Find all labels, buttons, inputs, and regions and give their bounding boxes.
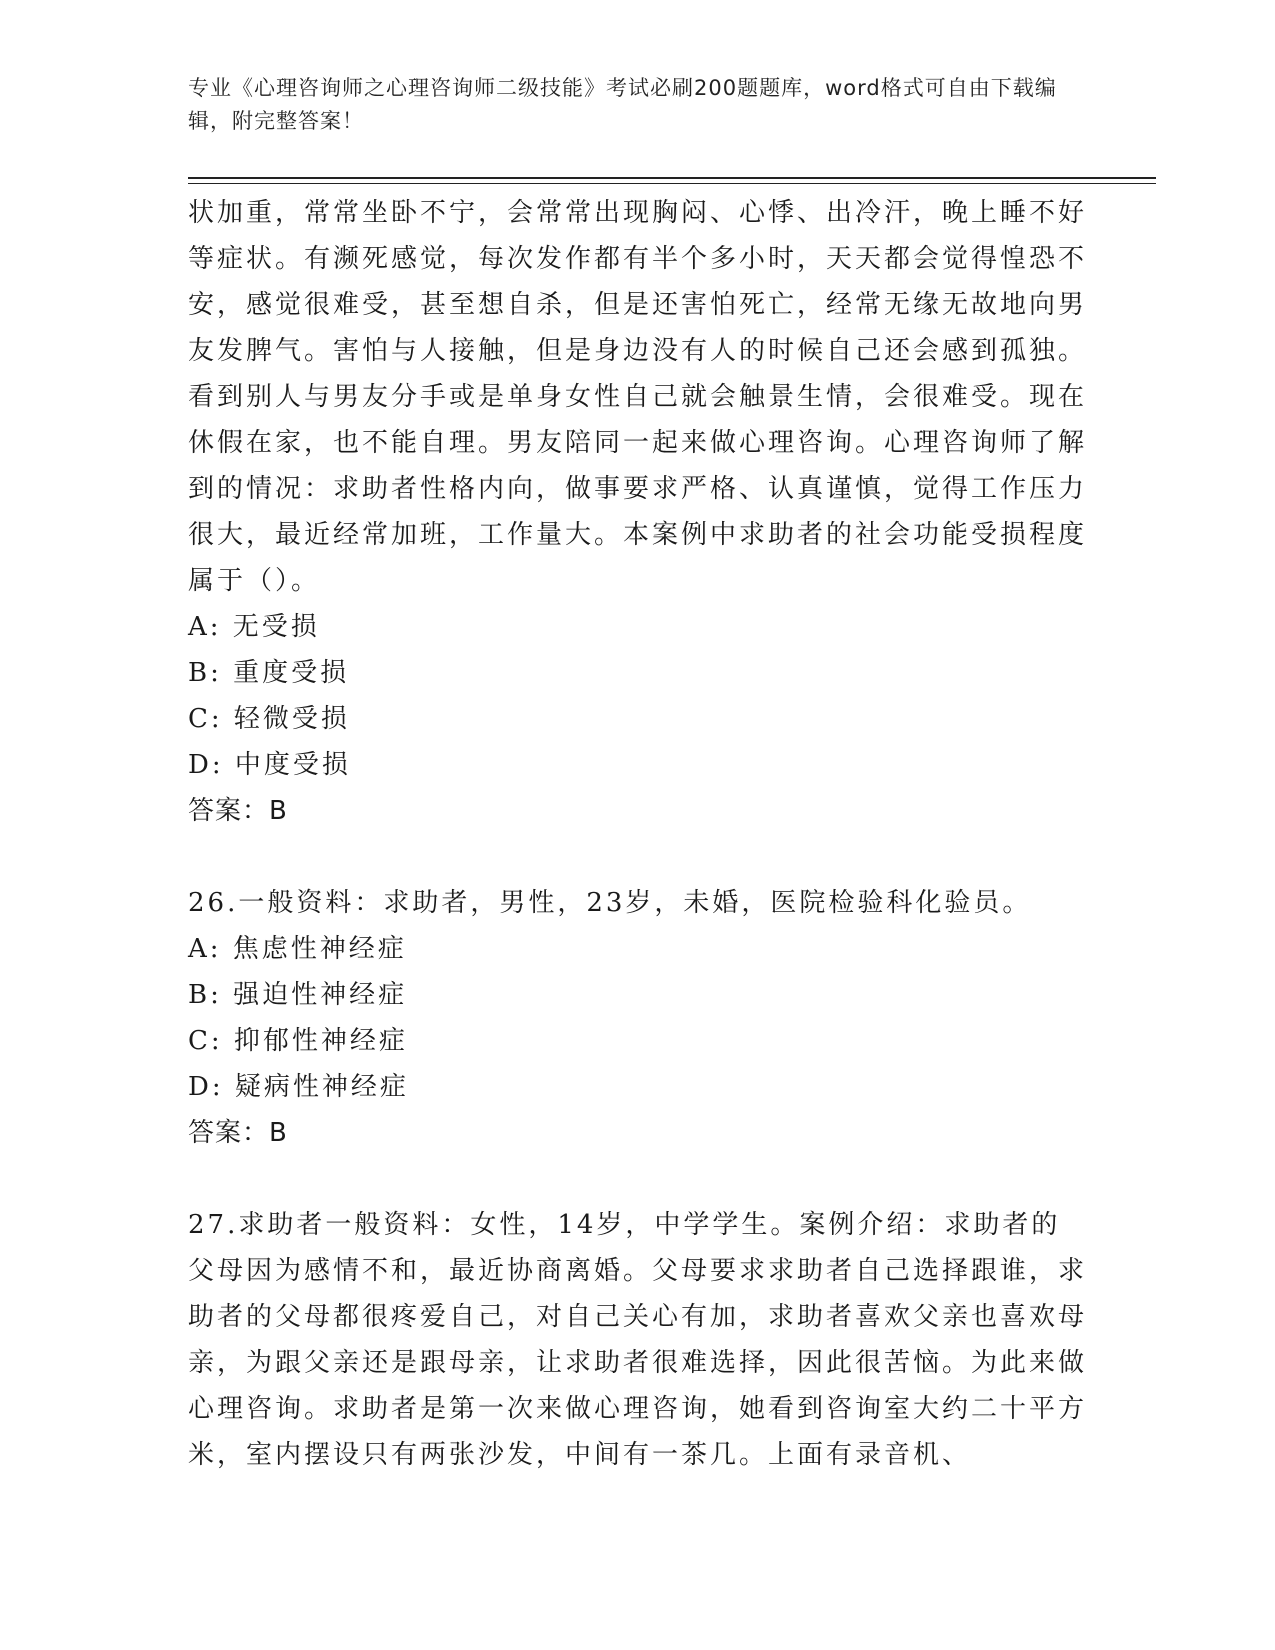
- question-26-option-d: D: 疑病性神经症: [188, 1072, 409, 1102]
- question-27-text: 27.求助者一般资料：女性，14岁，中学学生。案例介绍：求助者的父母因为感情不和，最近协商离婚。父母要求求助者自己选择跟谁，求助者的父母都很疼爱自己，对自己关心有加，求助者喜欢父亲也喜欢母亲，为跟父亲还是跟母亲，让求助者很难选择，因此很苦恼。为此来做心理咨询。求助者是第一次来做心理咨询，她看到咨询室大约二十平方米，室内摆设只有两张沙发，中间有一茶几。上面有录音机、: [188, 1210, 1088, 1470]
- question-26-option-a: A: 焦虑性神经症: [188, 934, 407, 964]
- question-25-text: 状加重，常常坐卧不宁，会常常出现胸闷、心悸、出冷汗，晚上睡不好等症状。有濒死感觉，每次发作都有半个多小时，天天都会觉得惶恐不安，感觉很难受，甚至想自杀，但是还害怕死亡，经常无缘无故地向男友发脾气。害怕与人接触，但是身边没有人的时候自己还会感到孤独。看到别人与男友分手或是单身女性自己就会触景生情，会很难受。现在休假在家，也不能自理。男友陪同一起来做心理咨询。心理咨询师了解到的情况：求助者性格内向，做事要求严格、认真谨慎，觉得工作压力很大，最近经常加班，工作量大。本案例中求助者的社会功能受损程度属于（）。: [188, 198, 1088, 596]
- question-25-option-a: A: 无受损: [188, 612, 320, 642]
- question-26-answer: 答案：B: [188, 1118, 288, 1148]
- question-25-option-d: D: 中度受损: [188, 750, 351, 780]
- question-26-option-c: C: 抑郁性神经症: [188, 1026, 408, 1056]
- question-25-option-c: C: 轻微受损: [188, 704, 350, 734]
- spacer: [188, 834, 1088, 880]
- question-25-option-b: B: 重度受损: [188, 658, 350, 688]
- question-26-text: 26.一般资料：求助者，男性，23岁，未婚，医院检验科化验员。: [188, 888, 1032, 918]
- header-divider-thick: [188, 177, 1156, 179]
- spacer: [188, 1156, 1088, 1202]
- page-content: [188, 190, 1088, 1478]
- question-25-answer: 答案：B: [188, 796, 288, 826]
- header-divider-thin: [188, 183, 1156, 184]
- document-header: 专业《心理咨询师之心理咨询师二级技能》考试必刷200题题库，word格式可自由下载编辑，附完整答案！: [188, 76, 1057, 133]
- question-26-option-b: B: 强迫性神经症: [188, 980, 408, 1010]
